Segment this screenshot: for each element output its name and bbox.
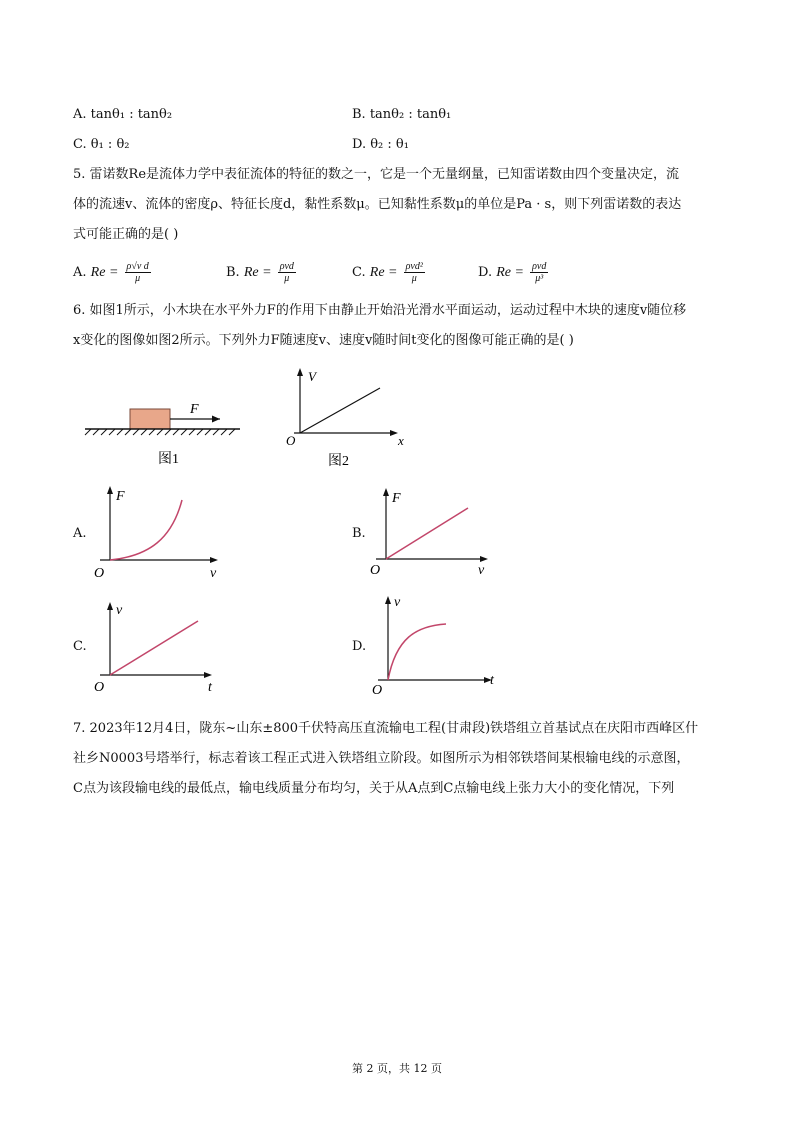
- ground-hatching: [85, 429, 235, 435]
- v-t-curve: [388, 624, 446, 680]
- formula-lhs: Re =: [369, 265, 398, 280]
- option-text: tanθ₂ : tanθ₁: [369, 107, 452, 122]
- option-label: C.: [352, 265, 366, 280]
- origin-label: O: [370, 563, 381, 578]
- q5-option-c: [352, 261, 427, 284]
- fraction-denominator: μ: [135, 273, 141, 284]
- option-label: A.: [73, 107, 87, 122]
- q7-line-3: C点为该段输电线的最低点，输电线质量分布均匀，关于从A点到C点输电线上张力大小的变化情况，下列: [73, 781, 675, 796]
- x-axis-arrow: [210, 557, 218, 563]
- q4-option-a: [73, 106, 172, 124]
- y-axis-arrow: [297, 368, 303, 376]
- formula-lhs: Re =: [90, 265, 119, 280]
- option-text: θ₁ : θ₂: [90, 137, 130, 152]
- q5-option-d: [478, 261, 550, 284]
- x-axis-arrow: [480, 556, 488, 562]
- v-t-line: [110, 621, 198, 675]
- origin-label: O: [372, 683, 383, 698]
- x-axis-label: t: [490, 673, 494, 688]
- q4-option-b: [352, 106, 451, 124]
- option-label: B.: [352, 107, 366, 122]
- page-footer: 第 2 页，共 12 页: [352, 1062, 442, 1075]
- q5-line-3: 式可能正确的是( ): [73, 227, 179, 242]
- f-v-curve: [110, 500, 182, 560]
- option-text: tanθ₁ : tanθ₂: [90, 107, 173, 122]
- x-axis-label: v: [210, 566, 217, 581]
- q6-option-b-label: B.: [352, 526, 366, 541]
- wooden-block: [130, 409, 170, 429]
- q5-line-2: 体的流速v、流体的密度ρ、特征长度d，黏性系数μ。已知黏性系数μ的单位是Pa · s，则下列雷诺数的表达: [73, 197, 682, 212]
- y-axis-arrow: [107, 602, 113, 610]
- y-axis-label: v: [116, 603, 123, 618]
- q7-line-1: 7. 2023年12月4日，陇东~山东±800千伏特高压直流输电工程(甘肃段)铁塔组立首基试点在庆阳市西峰区什: [73, 721, 699, 736]
- x-axis-label: t: [208, 680, 212, 695]
- figure-1-block-diagram: [80, 395, 245, 470]
- x-axis-arrow: [390, 430, 398, 436]
- figure-2-v-x-graph: [280, 365, 410, 470]
- q7-line-2: 社乡N0003号塔举行，标志着该工程正式进入铁塔组立阶段。如图所示为相邻铁塔间某根输电线的示意图，: [73, 751, 690, 766]
- y-axis-label: v: [394, 595, 401, 610]
- x-axis-arrow: [204, 672, 212, 678]
- fraction-numerator: ρ√v d: [126, 261, 149, 272]
- figure-1-caption: 图1: [158, 452, 179, 467]
- q6-option-c-graph: [90, 596, 225, 696]
- y-axis-label: V: [308, 369, 316, 384]
- formula-fraction: [404, 261, 425, 284]
- formula-fraction: [530, 261, 548, 284]
- fraction-numerator: ρvd²: [405, 261, 423, 272]
- formula-lhs: Re =: [243, 265, 272, 280]
- formula-fraction: [125, 261, 151, 284]
- q6-option-d-graph: [366, 588, 506, 700]
- q6-option-d-label: D.: [352, 639, 367, 654]
- fraction-denominator: μ: [284, 273, 290, 284]
- q6-option-b-graph: [366, 482, 501, 582]
- q5-line-1: 5. 雷诺数Re是流体力学中表征流体的特征的数之一，它是一个无量纲量，已知雷诺数由四个变量决定，流: [73, 167, 680, 182]
- y-axis-label: F: [392, 491, 401, 506]
- fraction-denominator: μ: [411, 273, 417, 284]
- y-axis-arrow: [385, 596, 391, 604]
- f-v-line: [386, 508, 468, 559]
- q5-option-a: [73, 261, 153, 284]
- y-axis-label: F: [116, 489, 125, 504]
- option-text: θ₂ : θ₁: [370, 137, 409, 152]
- fraction-numerator: ρvd: [532, 261, 547, 272]
- x-axis-label: x: [398, 433, 404, 448]
- option-label: B.: [226, 265, 240, 280]
- q6-option-a-label: A.: [73, 526, 87, 541]
- force-label: F: [190, 402, 199, 417]
- q5-option-b: [226, 261, 298, 284]
- option-label: A.: [73, 265, 87, 280]
- figure-2-caption: 图2: [328, 454, 349, 469]
- q4-option-c: [73, 136, 130, 154]
- q6-line-2: x变化的图像如图2所示。下列外力F随速度v、速度v随时间t变化的图像可能正确的是( ): [73, 333, 574, 348]
- force-arrow-head: [212, 416, 220, 423]
- origin-label: O: [94, 566, 105, 581]
- option-label: D.: [478, 265, 493, 280]
- q6-line-1: 6. 如图1所示，小木块在水平外力F的作用下由静止开始沿光滑水平面运动，运动过程中木块的速度v随位移: [73, 303, 687, 318]
- v-x-line: [300, 388, 380, 433]
- y-axis-arrow: [107, 486, 113, 494]
- fraction-denominator: μ³: [535, 273, 544, 284]
- x-axis-label: v: [478, 563, 485, 578]
- q6-option-c-label: C.: [73, 639, 87, 654]
- origin-label: O: [94, 680, 105, 695]
- fraction-numerator: ρvd: [279, 261, 294, 272]
- formula-fraction: [278, 261, 296, 284]
- y-axis-arrow: [383, 488, 389, 496]
- origin-label: O: [286, 433, 296, 448]
- q4-option-d: [352, 136, 409, 154]
- q6-option-a-graph: [90, 480, 230, 585]
- formula-lhs: Re =: [496, 265, 524, 280]
- option-label: D.: [352, 137, 367, 152]
- option-label: C.: [73, 137, 87, 152]
